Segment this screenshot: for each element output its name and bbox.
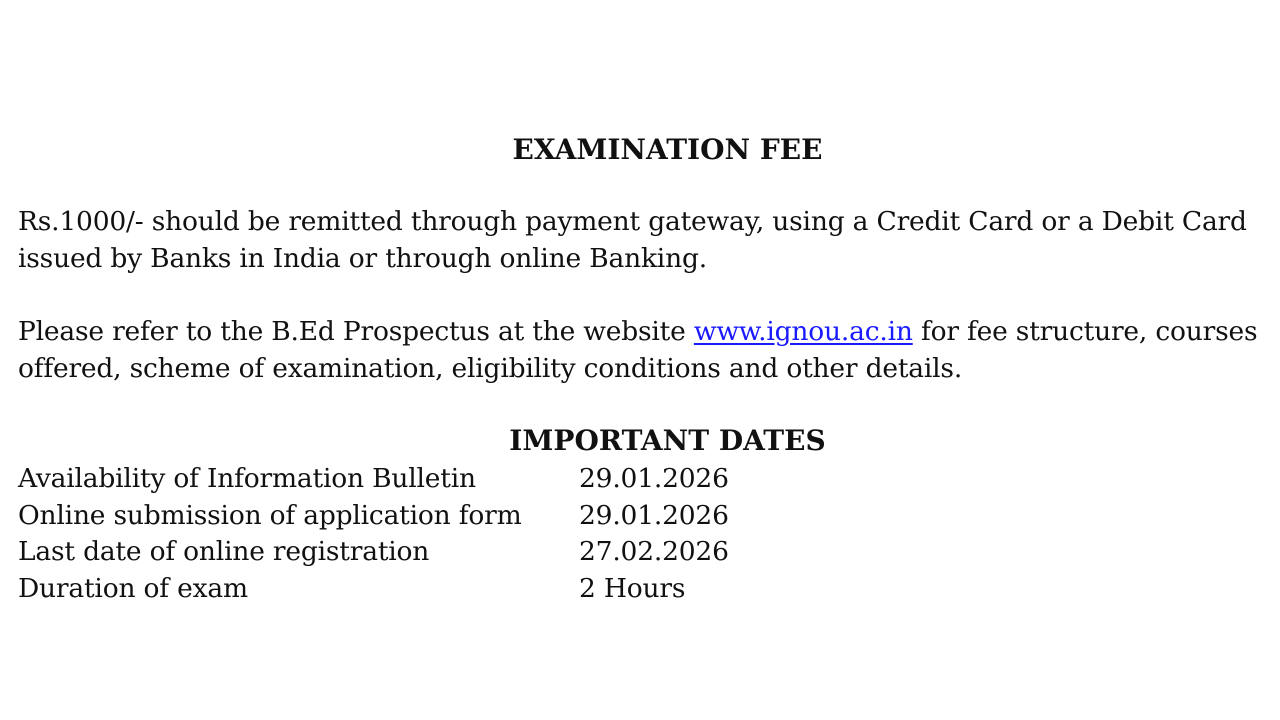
table-row [18,498,729,535]
date-label: Availability of Information Bulletin [18,463,476,494]
reference-text-before: Please refer to the B.Ed Prospectus at the website [18,316,694,347]
important-dates-table [18,461,729,607]
table-row [18,461,729,498]
date-value: 27.02.2026 [579,536,729,567]
table-row [18,571,729,608]
reference-text-after: for fee structure, courses offered, scheme of examination, eligibility conditions and other details. [18,316,1258,384]
fee-paragraph: Rs.1000/- should be remitted through payment gateway, using a Credit Card or a Debit Card issued by Banks in India or through online Banking. [18,206,1247,274]
date-label: Last date of online registration [18,536,430,567]
table-row [18,534,729,571]
date-value: 29.01.2026 [579,499,729,531]
ignou-website-link[interactable]: www.ignou.ac.in [693,316,913,347]
date-label: Online submission of application form [18,499,522,531]
date-label: Duration of exam [18,572,248,604]
examination-fee-heading: EXAMINATION FEE [512,133,823,166]
date-value: 2 Hours [579,572,686,604]
important-dates-heading: IMPORTANT DATES [509,424,826,457]
date-value: 29.01.2026 [579,463,729,494]
prospectus-reference-paragraph [18,313,1280,387]
